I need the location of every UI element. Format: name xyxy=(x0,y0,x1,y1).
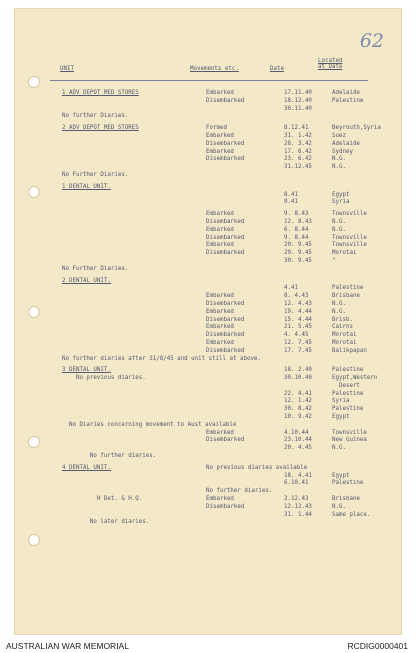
cell-date: 18. 2.40 xyxy=(284,367,312,374)
footer-record-id: RCDIG0000401 xyxy=(347,641,408,651)
cell-date: 12. 1.42 xyxy=(284,398,312,405)
cell-location: N.G. xyxy=(332,300,346,307)
table-row xyxy=(46,149,376,157)
cell-movement: Disembarked xyxy=(206,97,245,104)
table-row xyxy=(46,133,376,141)
cell-date: 2.12.43 xyxy=(284,496,309,503)
cell-movement: Embarked xyxy=(206,211,234,218)
cell-movement: No previous diaries available xyxy=(206,464,308,471)
cell-location: Palestine xyxy=(332,390,364,397)
cell-location: N.G. xyxy=(332,503,346,510)
cell-date: 15. 4.44 xyxy=(284,316,312,323)
cell-movement: Disembarked xyxy=(206,156,245,163)
cell-unit: H Det. & H.Q. xyxy=(62,496,143,503)
cell-location: Egypt xyxy=(332,472,350,479)
cell-movement: Disembarked xyxy=(206,332,245,339)
cell-location: Same place. xyxy=(332,511,371,518)
table-row xyxy=(46,398,376,406)
footer-institution: AUSTRALIAN WAR MEMORIAL xyxy=(6,641,129,651)
cell-location: N.G. xyxy=(332,445,346,452)
table-row xyxy=(46,309,376,317)
table-row xyxy=(46,211,376,219)
cell-movement: Embarked xyxy=(206,132,234,139)
cell-location: Brisb. xyxy=(332,316,353,323)
diary-note: No later diaries. xyxy=(62,519,150,526)
table-row xyxy=(46,473,376,481)
table-row xyxy=(46,301,376,309)
table-row xyxy=(46,406,376,414)
cell-date: 8. 4.43 xyxy=(284,293,309,300)
table-row xyxy=(46,383,376,391)
cell-movement: Disembarked xyxy=(206,347,245,354)
table-row xyxy=(46,430,376,438)
table-row xyxy=(46,453,376,461)
diary-note: No further diaries after 31/8/45 and unit still at above. xyxy=(62,355,261,362)
cell-date: 31. 1.42 xyxy=(284,132,312,139)
table-row xyxy=(46,141,376,149)
table-row xyxy=(46,90,376,98)
cell-date: 10. 9.42 xyxy=(284,414,312,421)
cell-location: Morotai xyxy=(332,339,357,346)
cell-date: 20. 9.45 xyxy=(284,242,312,249)
cell-location: New Guinea xyxy=(332,437,367,444)
cell-date: 20. 4.45 xyxy=(284,445,312,452)
cell-date: 19. 4.44 xyxy=(284,308,312,315)
cell-movement: Embarked xyxy=(206,226,234,233)
cell-location: Palestine xyxy=(332,367,364,374)
table-row xyxy=(46,266,376,274)
cell-location: Syria xyxy=(332,398,350,405)
cell-date: 30.11.40 xyxy=(284,105,312,112)
table-row xyxy=(46,235,376,243)
table-row xyxy=(46,488,376,496)
movements-table xyxy=(46,90,381,527)
cell-location: Suez xyxy=(332,132,346,139)
cell-location: Cairns xyxy=(332,324,353,331)
cell-date: 17.11.40 xyxy=(284,90,312,96)
table-row xyxy=(46,340,376,348)
unit-heading: 2 DENTAL UNIT. xyxy=(62,277,111,284)
cell-date: 17. 6.42 xyxy=(284,148,312,155)
cell-location: Morotai xyxy=(332,332,357,339)
cell-location: Palestine xyxy=(332,406,364,413)
cell-date: 23. 6.42 xyxy=(284,156,312,163)
table-row xyxy=(46,496,376,504)
header-movements: Movements etc. xyxy=(190,66,239,72)
cell-movement: Disembarked xyxy=(206,437,245,444)
cell-date: 18. 4.41 xyxy=(284,472,312,479)
cell-location: Sydney xyxy=(332,148,353,155)
cell-movement: No further diaries. xyxy=(206,488,273,495)
table-row xyxy=(46,125,381,133)
cell-location: Townsville xyxy=(332,429,367,436)
cell-movement: Embarked xyxy=(206,324,234,331)
table-row xyxy=(46,258,376,266)
cell-date: 30. 9.45 xyxy=(284,257,312,264)
cell-movement: Disembarked xyxy=(206,218,245,225)
cell-location: Townsville xyxy=(332,211,367,218)
cell-location: Desert xyxy=(332,382,360,389)
punch-hole xyxy=(28,186,40,198)
punch-hole xyxy=(28,76,40,88)
cell-location: Morotai xyxy=(332,250,357,257)
cell-date: 21. 5.45 xyxy=(284,324,312,331)
table-header xyxy=(50,58,368,78)
cell-location: Townsville xyxy=(332,234,367,241)
cell-date: 12. 7.45 xyxy=(284,339,312,346)
cell-location: Syria xyxy=(332,199,350,206)
cell-movement: Embarked xyxy=(206,148,234,155)
cell-date: 12. 8.43 xyxy=(284,218,312,225)
cell-date: 28. 3.42 xyxy=(284,140,312,147)
diary-note: No further Diaries. xyxy=(62,113,129,120)
table-row xyxy=(46,227,376,235)
table-row xyxy=(46,156,376,164)
cell-location: Palestine xyxy=(332,480,364,487)
unit-heading: 1 ADV DEPOT MED STORES xyxy=(62,90,139,96)
cell-location: Egypt,Western xyxy=(332,375,378,382)
cell-date: 6. 8.44 xyxy=(284,226,309,233)
cell-date: 9.41 xyxy=(284,199,298,206)
cell-movement: Disembarked xyxy=(206,140,245,147)
cell-movement: Embarked xyxy=(206,339,234,346)
cell-date: 22. 4.41 xyxy=(284,390,312,397)
cell-location: Egypt xyxy=(332,414,350,421)
table-row xyxy=(46,317,376,325)
table-row xyxy=(46,199,376,207)
cell-movement: Disembarked xyxy=(206,300,245,307)
table-row xyxy=(46,184,376,192)
diary-note: No Further Diaries. xyxy=(62,171,129,178)
table-row xyxy=(46,164,376,172)
cell-location: Adelaide xyxy=(332,140,360,147)
cell-date: 9. 8.43 xyxy=(284,211,309,218)
cell-date: 12. 4.43 xyxy=(284,300,312,307)
cell-date: 30.10.40 xyxy=(284,375,312,382)
table-row xyxy=(46,414,376,422)
cell-date: 9. 8.44 xyxy=(284,234,309,241)
cell-movement: Embarked xyxy=(206,242,234,249)
cell-movement: Formed xyxy=(206,125,227,132)
header-unit: UNIT xyxy=(60,66,74,72)
table-row xyxy=(46,519,376,527)
cell-movement: Embarked xyxy=(206,90,234,96)
table-row xyxy=(46,437,376,445)
cell-date: 4.10.44 xyxy=(284,429,309,436)
cell-date: 30. 8.42 xyxy=(284,406,312,413)
diary-note: No Further Diaries. xyxy=(62,265,129,272)
unit-heading: 4 DENTAL UNIT. xyxy=(62,464,111,471)
table-row xyxy=(46,480,376,488)
cell-location: Palestine xyxy=(332,97,364,104)
cell-movement: Embarked xyxy=(206,496,234,503)
table-row xyxy=(46,375,376,383)
cell-date: 6.10.41 xyxy=(284,480,309,487)
cell-date: 12.12.43 xyxy=(284,503,312,510)
table-row xyxy=(46,293,376,301)
cell-movement: Disembarked xyxy=(206,503,245,510)
table-row xyxy=(46,356,376,364)
cell-date: 18.12.40 xyxy=(284,97,312,104)
cell-location: Adelaide xyxy=(332,90,360,96)
table-row xyxy=(46,278,376,286)
cell-location: N.G. xyxy=(332,226,346,233)
cell-date: 31. 1.44 xyxy=(284,511,312,518)
header-rule xyxy=(50,80,368,81)
cell-location: " xyxy=(332,257,336,264)
cell-location: N.G. xyxy=(332,218,346,225)
table-row xyxy=(46,172,376,180)
cell-location: Townsville xyxy=(332,242,367,249)
cell-location: N.G. xyxy=(332,156,346,163)
table-row xyxy=(46,332,376,340)
cell-unit: No previous diaries. xyxy=(62,375,146,382)
archive-footer xyxy=(0,640,416,653)
cell-date: 4.41 xyxy=(284,285,298,292)
cell-location: Beyrouth,Syria xyxy=(332,125,381,132)
table-row xyxy=(46,504,376,512)
table-row xyxy=(46,285,376,293)
table-row xyxy=(46,113,376,121)
cell-date: 17. 7.45 xyxy=(284,347,312,354)
cell-location: N.G. xyxy=(332,164,346,171)
table-row xyxy=(46,219,376,227)
cell-location: Brisbane xyxy=(332,496,360,503)
cell-location: Brisbane xyxy=(332,293,360,300)
cell-date: 4. 4.45 xyxy=(284,332,309,339)
page-number: 62 xyxy=(359,30,384,52)
cell-movement: Disembarked xyxy=(206,316,245,323)
table-row xyxy=(46,367,376,375)
table-row xyxy=(46,250,376,258)
table-row xyxy=(46,445,376,453)
table-row xyxy=(46,391,376,399)
punch-hole xyxy=(28,436,40,448)
cell-location: Balikpapan xyxy=(332,347,367,354)
cell-movement: Embarked xyxy=(206,293,234,300)
cell-date: 8.41 xyxy=(284,191,298,198)
punch-hole xyxy=(28,306,40,318)
table-row xyxy=(46,512,376,520)
table-row xyxy=(46,242,376,250)
table-row xyxy=(46,348,376,356)
cell-location: N.G. xyxy=(332,308,346,315)
unit-heading: 1 DENTAL UNIT. xyxy=(62,183,111,190)
cell-movement: Disembarked xyxy=(206,234,245,241)
cell-movement: Embarked xyxy=(206,429,234,436)
cell-location: Egypt xyxy=(332,191,350,198)
table-row xyxy=(46,192,376,200)
cell-date: 29. 9.45 xyxy=(284,250,312,257)
table-row xyxy=(46,106,376,114)
diary-note: No further diaries. xyxy=(62,453,157,460)
cell-location: Palestine xyxy=(332,285,364,292)
unit-heading: 2 ADV DEPOT MED STORES xyxy=(62,125,139,132)
table-row xyxy=(46,422,376,430)
diary-note: No Diaries concerning movement to Aust available xyxy=(62,421,237,428)
table-row xyxy=(46,465,376,473)
header-located: Located at Date xyxy=(318,58,343,70)
cell-date: 23.10.44 xyxy=(284,437,312,444)
table-row xyxy=(46,98,376,106)
cell-movement: Embarked xyxy=(206,308,234,315)
unit-heading: 3 DENTAL UNIT. xyxy=(62,367,111,374)
cell-movement: Disembarked xyxy=(206,250,245,257)
punch-hole xyxy=(28,534,40,546)
cell-date: 8.12.41 xyxy=(284,125,309,132)
header-date: Date xyxy=(270,66,284,72)
cell-date: 31.12.45 xyxy=(284,164,312,171)
table-row xyxy=(46,324,376,332)
